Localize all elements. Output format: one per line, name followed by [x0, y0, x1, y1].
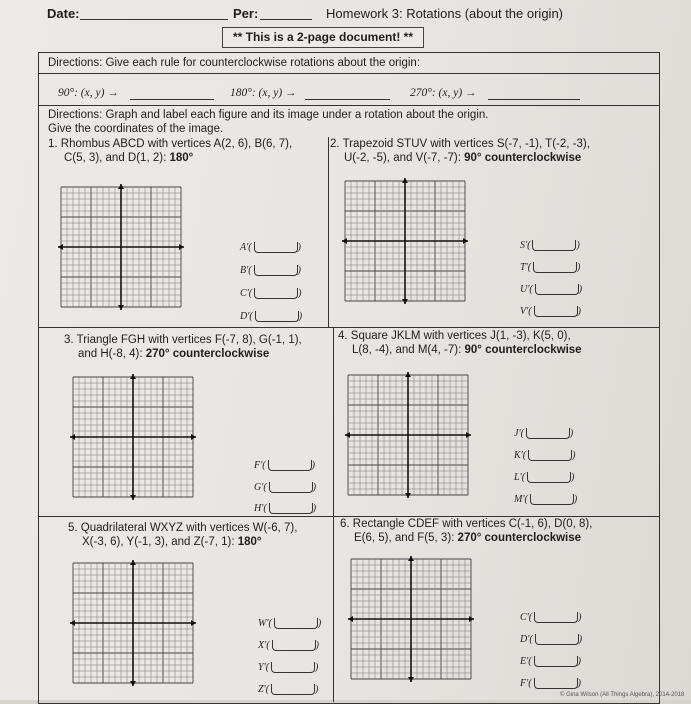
- coordinate-grid-1[interactable]: [58, 184, 184, 310]
- answer-blank[interactable]: [534, 306, 578, 317]
- problem-3-text-2: [78, 348, 269, 361]
- divider: [38, 327, 659, 328]
- axis-arrow: [342, 238, 347, 244]
- answer-label: S'(: [520, 240, 531, 251]
- axis-arrow: [402, 178, 408, 183]
- answer-close-paren: ): [577, 262, 581, 273]
- answer-label: V'(: [520, 306, 532, 317]
- answer-close-paren: ): [577, 656, 581, 667]
- answer-blank[interactable]: [269, 503, 313, 514]
- problem-2-text-2: [344, 152, 581, 165]
- axis-arrow: [348, 616, 353, 622]
- answer-blank[interactable]: [274, 618, 318, 629]
- problem-line: Square JKLM with vertices J(1, -3), K(5, 0),: [350, 330, 571, 342]
- per-blank[interactable]: [260, 19, 312, 20]
- answer-blank[interactable]: [534, 678, 578, 689]
- problem-5-text-2: [82, 536, 262, 549]
- answer-u-prime[interactable]: [520, 284, 582, 295]
- axis-arrow: [118, 305, 124, 310]
- axis-arrow: [191, 434, 196, 440]
- copyright-footer: © Gina Wilson (All Things Algebra), 2014-2018: [560, 692, 685, 698]
- answer-t-prime[interactable]: [520, 262, 580, 273]
- answer-y-prime[interactable]: [258, 662, 318, 673]
- answer-label: E'(: [520, 656, 532, 667]
- answer-a-prime[interactable]: [240, 242, 301, 253]
- axis-arrow: [130, 560, 136, 565]
- answer-f-prime[interactable]: [254, 460, 315, 471]
- answer-label: U'(: [520, 284, 533, 295]
- answer-close-paren: ): [315, 684, 319, 695]
- answer-m-prime[interactable]: [514, 494, 577, 505]
- rule-180-blank[interactable]: [305, 99, 390, 100]
- directions-graph-2: Give the coordinates of the image.: [48, 123, 224, 135]
- rotation-amount: 90° counterclockwise: [464, 152, 582, 164]
- answer-g-prime[interactable]: [254, 482, 316, 493]
- answer-blank[interactable]: [254, 265, 298, 276]
- divider: [333, 327, 334, 702]
- answer-close-paren: ): [578, 634, 583, 645]
- problem-6-text: [340, 518, 592, 531]
- coordinate-grid-3[interactable]: [70, 374, 196, 500]
- answer-blank[interactable]: [530, 494, 574, 505]
- answer-blank[interactable]: [255, 311, 299, 322]
- answer-z-prime[interactable]: [258, 684, 318, 695]
- answer-blank[interactable]: [533, 262, 577, 273]
- answer-close-paren: ): [578, 612, 582, 623]
- answer-close-paren: ): [577, 678, 581, 689]
- page-title: Homework 3: Rotations (about the origin): [326, 6, 564, 21]
- answer-l-prime[interactable]: [514, 472, 574, 483]
- problem-5-text: [68, 522, 297, 535]
- answer-j-prime[interactable]: [514, 428, 573, 439]
- answer-close-paren: ): [315, 662, 319, 673]
- divider: [328, 137, 329, 327]
- answer-label: Y'(: [258, 662, 270, 673]
- answer-close-paren: ): [577, 306, 581, 317]
- coordinate-grid-5[interactable]: [70, 560, 196, 686]
- axis-arrow: [466, 432, 471, 438]
- coordinate-grid-4[interactable]: [345, 372, 471, 498]
- answer-label: J'(: [514, 428, 524, 439]
- answer-h-prime[interactable]: [254, 503, 316, 514]
- directions-graph: Directions: Graph and label each figure and its image under a rotation about the origin.: [48, 109, 489, 121]
- axis-arrow: [408, 677, 414, 682]
- answer-label: H'(: [254, 503, 267, 514]
- answer-blank[interactable]: [526, 428, 570, 439]
- axis-arrow: [179, 244, 184, 250]
- answer-label: F'(: [520, 678, 532, 689]
- answer-b-prime[interactable]: [240, 265, 301, 276]
- answer-label: B'(: [240, 265, 252, 276]
- coordinate-grid-2[interactable]: [342, 178, 468, 304]
- answer-label: T'(: [520, 262, 532, 273]
- answer-v-prime[interactable]: [520, 306, 581, 317]
- axis-arrow: [405, 372, 411, 377]
- answer-label: A'(: [240, 242, 252, 253]
- answer-close-paren: ): [576, 240, 580, 251]
- answer-blank[interactable]: [268, 460, 312, 471]
- problem-number: 5.: [68, 522, 78, 534]
- answer-blank[interactable]: [535, 284, 579, 295]
- answer-label: M'(: [514, 494, 528, 505]
- axis-arrow: [463, 238, 468, 244]
- problem-line: L(8, -4), and M(4, -7):: [352, 344, 465, 356]
- problem-1-text: [48, 138, 292, 151]
- problem-number: 6.: [340, 518, 350, 530]
- problem-1-text-2: [64, 152, 193, 165]
- answer-label: D'(: [520, 634, 533, 645]
- problem-line: Rhombus ABCD with vertices A(2, 6), B(6, 7),: [60, 138, 293, 150]
- rule-180-label: 180°: (x, y) →: [230, 87, 297, 99]
- answer-blank[interactable]: [269, 482, 313, 493]
- answer-f-prime-6[interactable]: [520, 678, 581, 689]
- axis-arrow: [118, 184, 124, 189]
- answer-label: K'(: [514, 450, 527, 461]
- answer-close-paren: ): [311, 460, 315, 471]
- answer-close-paren: ): [297, 265, 301, 276]
- answer-label: C'(: [240, 288, 253, 299]
- answer-blank[interactable]: [272, 640, 316, 651]
- axis-arrow: [345, 432, 350, 438]
- answer-blank[interactable]: [271, 662, 315, 673]
- date-blank[interactable]: [80, 19, 228, 20]
- axis-arrow: [58, 244, 63, 250]
- problem-number: 3.: [64, 334, 74, 346]
- answer-e-prime-6[interactable]: [520, 656, 581, 667]
- problem-3-text: [64, 334, 302, 347]
- two-page-note: ** This is a 2-page document! **: [222, 27, 424, 48]
- answer-w-prime[interactable]: [258, 618, 321, 629]
- axis-arrow: [70, 434, 75, 440]
- per-label: Per:: [233, 6, 259, 21]
- problem-line: and H(-8, 4):: [78, 348, 146, 360]
- axis-arrow: [402, 299, 408, 304]
- answer-close-paren: ): [312, 503, 317, 514]
- problem-line: C(5, 3), and D(1, 2):: [64, 152, 170, 164]
- problem-line: Triangle FGH with vertices F(-7, 8), G(-1, 1),: [76, 334, 302, 346]
- answer-label: D'(: [240, 311, 253, 322]
- problem-2-text: [330, 138, 590, 151]
- answer-close-paren: ): [312, 482, 317, 493]
- axis-arrow: [408, 556, 414, 561]
- rotation-amount: 90° counterclockwise: [464, 344, 582, 356]
- axis-arrow: [469, 616, 474, 622]
- divider: [38, 105, 659, 106]
- problem-6-text-2: [354, 532, 581, 545]
- answer-close-paren: ): [298, 311, 303, 322]
- answer-blank[interactable]: [534, 612, 578, 623]
- axis-arrow: [130, 681, 136, 686]
- answer-d-prime[interactable]: [240, 311, 302, 322]
- answer-k-prime[interactable]: [514, 450, 575, 461]
- answer-label: C'(: [520, 612, 533, 623]
- answer-c-prime[interactable]: [240, 288, 301, 299]
- answer-blank[interactable]: [254, 288, 298, 299]
- divider: [38, 73, 659, 74]
- answer-close-paren: ): [569, 428, 574, 439]
- axis-arrow: [70, 620, 75, 626]
- axis-arrow: [405, 493, 411, 498]
- answer-close-paren: ): [315, 640, 319, 651]
- rotation-amount: 270° counterclockwise: [145, 348, 270, 360]
- date-label: Date:: [47, 6, 80, 21]
- answer-close-paren: ): [572, 450, 576, 461]
- problem-line: Trapezoid STUV with vertices S(-7, -1), T(-2, -3),: [342, 138, 590, 150]
- answer-label: Z'(: [258, 684, 270, 695]
- answer-label: F'(: [254, 460, 266, 471]
- answer-c-prime-6[interactable]: [520, 612, 581, 623]
- problem-line: U(-2, -5), and V(-7, -7):: [344, 152, 465, 164]
- answer-blank[interactable]: [534, 656, 578, 667]
- answer-blank[interactable]: [535, 634, 579, 645]
- problem-number: 2.: [330, 138, 340, 150]
- axis-arrow: [130, 495, 136, 500]
- answer-x-prime[interactable]: [258, 640, 319, 651]
- problem-line: X(-3, 6), Y(-1, 3), and Z(-7, 1):: [82, 536, 238, 548]
- directions-rules: Directions: Give each rule for counterclockwise rotations about the origin:: [48, 57, 421, 69]
- answer-label: X'(: [258, 640, 270, 651]
- rule-270-blank[interactable]: [488, 99, 580, 100]
- coordinate-grid-6[interactable]: [348, 556, 474, 682]
- answer-blank[interactable]: [254, 242, 298, 253]
- axis-arrow: [130, 374, 136, 379]
- answer-s-prime[interactable]: [520, 240, 580, 251]
- answer-blank[interactable]: [271, 684, 315, 695]
- answer-blank[interactable]: [527, 472, 571, 483]
- problem-line: Quadrilateral WXYZ with vertices W(-6, 7),: [80, 522, 298, 534]
- rule-90-blank[interactable]: [130, 99, 214, 100]
- problem-number: 1.: [48, 138, 58, 150]
- rule-270-label: 270°: (x, y) →: [410, 87, 477, 99]
- answer-d-prime-6[interactable]: [520, 634, 582, 645]
- problem-4-text-2: [352, 344, 582, 357]
- answer-blank[interactable]: [532, 240, 576, 251]
- rotation-amount: 270° counterclockwise: [457, 532, 582, 544]
- divider: [38, 516, 659, 517]
- answer-close-paren: ): [298, 288, 302, 299]
- answer-close-paren: ): [573, 494, 578, 505]
- answer-label: G'(: [254, 482, 267, 493]
- answer-close-paren: ): [317, 618, 322, 629]
- answer-label: W'(: [258, 618, 272, 629]
- answer-close-paren: ): [297, 242, 301, 253]
- problem-line: E(6, 5), and F(5, 3):: [354, 532, 458, 544]
- answer-close-paren: ): [571, 472, 575, 483]
- rule-90-label: 90°: (x, y) →: [58, 87, 119, 99]
- rotation-amount: 180°: [169, 152, 194, 164]
- axis-arrow: [191, 620, 196, 626]
- problem-number: 4.: [338, 330, 348, 342]
- answer-close-paren: ): [578, 284, 583, 295]
- answer-blank[interactable]: [528, 450, 572, 461]
- problem-line: Rectangle CDEF with vertices C(-1, 6), D(0, 8),: [352, 518, 593, 530]
- answer-label: L'(: [514, 472, 526, 483]
- rotation-amount: 180°: [237, 536, 262, 548]
- problem-4-text: [338, 330, 571, 343]
